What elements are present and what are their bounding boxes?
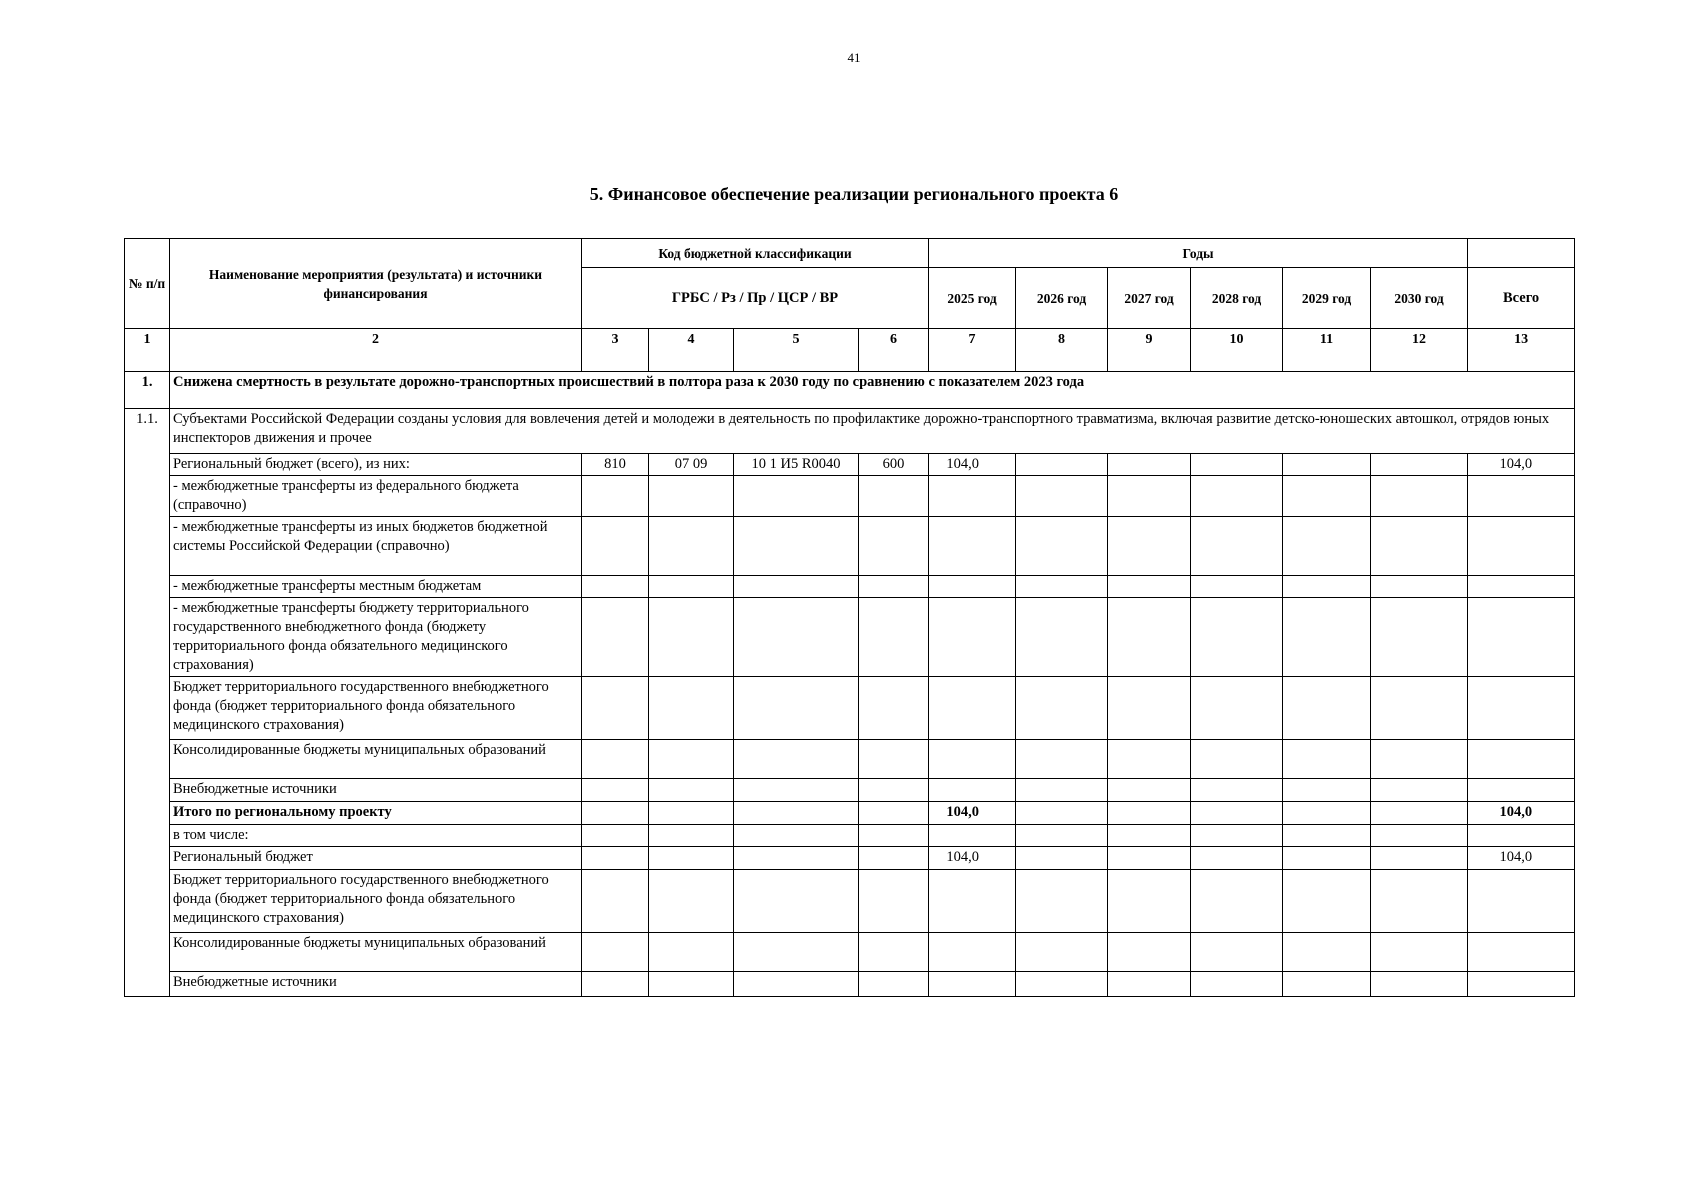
header-year-2028: 2028 год xyxy=(1191,268,1283,329)
table-row xyxy=(125,933,1575,972)
year-2028-cell xyxy=(1191,847,1283,870)
year-2028-cell xyxy=(1191,825,1283,847)
year-2028-cell xyxy=(1191,576,1283,598)
table-row xyxy=(125,598,1575,677)
csr-cell xyxy=(734,847,859,870)
year-2029-cell xyxy=(1283,576,1371,598)
year-2026-cell xyxy=(1016,802,1108,825)
year-2025-cell xyxy=(929,825,1016,847)
grbs-cell xyxy=(582,825,649,847)
year-2026-cell xyxy=(1016,972,1108,997)
col-number: 5 xyxy=(734,329,859,372)
year-2025-cell xyxy=(929,517,1016,576)
rz-pr-cell xyxy=(649,598,734,677)
year-2027-cell xyxy=(1108,517,1191,576)
year-2028-cell xyxy=(1191,972,1283,997)
year-2029-cell xyxy=(1283,847,1371,870)
year-2030-cell xyxy=(1371,825,1468,847)
col-number: 3 xyxy=(582,329,649,372)
grbs-cell xyxy=(582,847,649,870)
csr-cell xyxy=(734,576,859,598)
year-2027-cell xyxy=(1108,933,1191,972)
vr-cell xyxy=(859,517,929,576)
grbs-cell xyxy=(582,779,649,802)
year-2027-cell xyxy=(1108,847,1191,870)
row-name: - межбюджетные трансферты из федерального бюджета (справочно) xyxy=(170,476,582,517)
column-numbers-row xyxy=(125,329,1575,372)
total-cell xyxy=(1468,476,1575,517)
col-number: 7 xyxy=(929,329,1016,372)
year-2030-cell xyxy=(1371,802,1468,825)
grbs-cell xyxy=(582,576,649,598)
year-2026-cell xyxy=(1016,598,1108,677)
row-name: Региональный бюджет (всего), из них: xyxy=(170,454,582,476)
csr-cell xyxy=(734,517,859,576)
col-number: 11 xyxy=(1283,329,1371,372)
year-2025-cell xyxy=(929,677,1016,740)
vr-cell: 600 xyxy=(859,454,929,476)
vr-cell xyxy=(859,870,929,933)
year-2027-cell xyxy=(1108,779,1191,802)
table-row xyxy=(125,870,1575,933)
table-row xyxy=(125,454,1575,476)
csr-cell: 10 1 И5 R0040 xyxy=(734,454,859,476)
csr-cell xyxy=(734,870,859,933)
year-2026-cell xyxy=(1016,517,1108,576)
year-2028-cell xyxy=(1191,870,1283,933)
row-name: - межбюджетные трансферты из иных бюджетов бюджетной системы Российской Федерации (справочно) xyxy=(170,517,582,576)
rz-pr-cell xyxy=(649,677,734,740)
row-name: Бюджет территориального государственного внебюджетного фонда (бюджет территориального фонда обязательного медицинского страхования) xyxy=(170,677,582,740)
csr-cell xyxy=(734,598,859,677)
year-2025-cell xyxy=(929,933,1016,972)
vr-cell xyxy=(859,576,929,598)
year-2027-cell xyxy=(1108,825,1191,847)
year-2028-cell xyxy=(1191,598,1283,677)
header-year-2026: 2026 год xyxy=(1016,268,1108,329)
year-2030-cell xyxy=(1371,476,1468,517)
table-row xyxy=(125,802,1575,825)
year-2030-cell xyxy=(1371,870,1468,933)
total-cell xyxy=(1468,576,1575,598)
col-number: 6 xyxy=(859,329,929,372)
table-row xyxy=(125,825,1575,847)
vr-cell xyxy=(859,677,929,740)
col-number: 13 xyxy=(1468,329,1575,372)
col-number: 1 xyxy=(125,329,170,372)
csr-cell xyxy=(734,740,859,779)
year-2027-cell xyxy=(1108,677,1191,740)
total-cell xyxy=(1468,598,1575,677)
document-title: 5. Финансовое обеспечение реализации регионального проекта 6 xyxy=(589,184,1119,204)
year-2025-cell: 104,0 xyxy=(929,454,1016,476)
table-row xyxy=(125,847,1575,870)
year-2025-cell: 104,0 xyxy=(929,847,1016,870)
total-cell xyxy=(1468,779,1575,802)
grbs-cell xyxy=(582,870,649,933)
year-2029-cell xyxy=(1283,825,1371,847)
grbs-cell xyxy=(582,740,649,779)
year-2029-cell xyxy=(1283,933,1371,972)
rz-pr-cell xyxy=(649,740,734,779)
total-cell xyxy=(1468,740,1575,779)
subsection-text: Субъектами Российской Федерации созданы условия для вовлечения детей и молодежи в деятельность по профилактике дорожно-транспортного травматизма, включая развитие детско-юношеских автошкол, отрядов юных инспекторов движения и прочее xyxy=(170,409,1575,454)
year-2027-cell xyxy=(1108,576,1191,598)
csr-cell xyxy=(734,972,859,997)
rz-pr-cell xyxy=(649,847,734,870)
year-2028-cell xyxy=(1191,677,1283,740)
year-2026-cell xyxy=(1016,779,1108,802)
header-years: Годы xyxy=(929,239,1468,268)
year-2029-cell xyxy=(1283,870,1371,933)
grbs-cell xyxy=(582,476,649,517)
table-row xyxy=(125,972,1575,997)
col-number: 4 xyxy=(649,329,734,372)
year-2026-cell xyxy=(1016,740,1108,779)
year-2028-cell xyxy=(1191,517,1283,576)
subsection-row xyxy=(125,409,1575,454)
year-2026-cell xyxy=(1016,476,1108,517)
header-year-2029: 2029 год xyxy=(1283,268,1371,329)
header-kbk: Код бюджетной классификации xyxy=(582,239,929,268)
grbs-cell xyxy=(582,517,649,576)
year-2026-cell xyxy=(1016,825,1108,847)
total-cell: 104,0 xyxy=(1468,454,1575,476)
header-year-2025: 2025 год xyxy=(929,268,1016,329)
year-2029-cell xyxy=(1283,517,1371,576)
rz-pr-cell xyxy=(649,576,734,598)
total-cell: 104,0 xyxy=(1468,802,1575,825)
year-2030-cell xyxy=(1371,972,1468,997)
header-year-2030: 2030 год xyxy=(1371,268,1468,329)
grbs-cell xyxy=(582,802,649,825)
year-2028-cell xyxy=(1191,802,1283,825)
year-2028-cell xyxy=(1191,779,1283,802)
year-2028-cell xyxy=(1191,454,1283,476)
year-2030-cell xyxy=(1371,454,1468,476)
section-text: Снижена смертность в результате дорожно-транспортных происшествий в полтора раза к 2030 году по сравнению с показателем 2023 года xyxy=(170,372,1575,409)
rz-pr-cell: 07 09 xyxy=(649,454,734,476)
year-2030-cell xyxy=(1371,517,1468,576)
year-2025-cell xyxy=(929,870,1016,933)
grbs-cell: 810 xyxy=(582,454,649,476)
year-2026-cell xyxy=(1016,677,1108,740)
year-2025-cell xyxy=(929,576,1016,598)
rz-pr-cell xyxy=(649,825,734,847)
year-2029-cell xyxy=(1283,454,1371,476)
year-2025-cell xyxy=(929,476,1016,517)
table-row xyxy=(125,677,1575,740)
year-2027-cell xyxy=(1108,598,1191,677)
year-2025-cell xyxy=(929,779,1016,802)
year-2029-cell xyxy=(1283,598,1371,677)
grbs-cell xyxy=(582,933,649,972)
vr-cell xyxy=(859,825,929,847)
rz-pr-cell xyxy=(649,933,734,972)
header-total-blank xyxy=(1468,239,1575,268)
csr-cell xyxy=(734,677,859,740)
year-2027-cell xyxy=(1108,476,1191,517)
col-number: 12 xyxy=(1371,329,1468,372)
year-2030-cell xyxy=(1371,576,1468,598)
vr-cell xyxy=(859,847,929,870)
vr-cell xyxy=(859,740,929,779)
col-number: 9 xyxy=(1108,329,1191,372)
year-2026-cell xyxy=(1016,454,1108,476)
col-number: 8 xyxy=(1016,329,1108,372)
year-2027-cell xyxy=(1108,972,1191,997)
header-total: Всего xyxy=(1468,268,1575,329)
csr-cell xyxy=(734,825,859,847)
header-num: № п/п xyxy=(125,239,170,329)
year-2029-cell xyxy=(1283,779,1371,802)
csr-cell xyxy=(734,933,859,972)
year-2026-cell xyxy=(1016,576,1108,598)
grbs-cell xyxy=(582,677,649,740)
year-2030-cell xyxy=(1371,847,1468,870)
vr-cell xyxy=(859,972,929,997)
total-cell: 104,0 xyxy=(1468,847,1575,870)
grbs-cell xyxy=(582,972,649,997)
year-2028-cell xyxy=(1191,476,1283,517)
row-name: в том числе: xyxy=(170,825,582,847)
year-2029-cell xyxy=(1283,476,1371,517)
year-2025-cell xyxy=(929,598,1016,677)
rz-pr-cell xyxy=(649,972,734,997)
rz-pr-cell xyxy=(649,517,734,576)
table-row xyxy=(125,517,1575,576)
year-2026-cell xyxy=(1016,870,1108,933)
year-2030-cell xyxy=(1371,933,1468,972)
section-num: 1. xyxy=(125,372,170,409)
subsection-num: 1.1. xyxy=(125,409,170,997)
year-2025-cell xyxy=(929,972,1016,997)
rz-pr-cell xyxy=(649,476,734,517)
csr-cell xyxy=(734,476,859,517)
csr-cell xyxy=(734,779,859,802)
year-2027-cell xyxy=(1108,454,1191,476)
table-row xyxy=(125,576,1575,598)
row-name: Региональный бюджет xyxy=(170,847,582,870)
year-2030-cell xyxy=(1371,740,1468,779)
grbs-cell xyxy=(582,598,649,677)
row-name: Внебюджетные источники xyxy=(170,779,582,802)
financing-table xyxy=(124,238,1575,997)
table-row xyxy=(125,779,1575,802)
header-row-1 xyxy=(125,239,1575,268)
header-year-2027: 2027 год xyxy=(1108,268,1191,329)
total-cell xyxy=(1468,870,1575,933)
col-number: 10 xyxy=(1191,329,1283,372)
row-name: Консолидированные бюджеты муниципальных образований xyxy=(170,740,582,779)
year-2028-cell xyxy=(1191,740,1283,779)
row-name: - межбюджетные трансферты бюджету территориального государственного внебюджетного фонда (бюджету территориального фонда обязательного медицинского страхования) xyxy=(170,598,582,677)
rz-pr-cell xyxy=(649,779,734,802)
total-cell xyxy=(1468,825,1575,847)
section-row xyxy=(125,372,1575,409)
total-cell xyxy=(1468,933,1575,972)
year-2029-cell xyxy=(1283,802,1371,825)
total-cell xyxy=(1468,517,1575,576)
table-row xyxy=(125,740,1575,779)
vr-cell xyxy=(859,598,929,677)
row-name: Итого по региональному проекту xyxy=(170,802,582,825)
vr-cell xyxy=(859,779,929,802)
year-2030-cell xyxy=(1371,677,1468,740)
total-cell xyxy=(1468,677,1575,740)
page-number: 41 xyxy=(847,50,861,65)
total-cell xyxy=(1468,972,1575,997)
csr-cell xyxy=(734,802,859,825)
year-2025-cell: 104,0 xyxy=(929,802,1016,825)
row-name: Консолидированные бюджеты муниципальных образований xyxy=(170,933,582,972)
table-row xyxy=(125,476,1575,517)
year-2030-cell xyxy=(1371,779,1468,802)
year-2026-cell xyxy=(1016,933,1108,972)
year-2028-cell xyxy=(1191,933,1283,972)
row-name: Бюджет территориального государственного внебюджетного фонда (бюджет территориального фонда обязательного медицинского страхования) xyxy=(170,870,582,933)
year-2027-cell xyxy=(1108,802,1191,825)
vr-cell xyxy=(859,476,929,517)
rz-pr-cell xyxy=(649,870,734,933)
row-name: Внебюджетные источники xyxy=(170,972,582,997)
year-2026-cell xyxy=(1016,847,1108,870)
year-2027-cell xyxy=(1108,870,1191,933)
row-name: - межбюджетные трансферты местным бюджетам xyxy=(170,576,582,598)
header-name: Наименование мероприятия (результата) и источники финансирования xyxy=(170,239,582,329)
year-2025-cell xyxy=(929,740,1016,779)
header-kbk-sub: ГРБС / Рз / Пр / ЦСР / ВР xyxy=(582,268,929,329)
year-2029-cell xyxy=(1283,740,1371,779)
year-2029-cell xyxy=(1283,677,1371,740)
year-2029-cell xyxy=(1283,972,1371,997)
year-2030-cell xyxy=(1371,598,1468,677)
year-2027-cell xyxy=(1108,740,1191,779)
col-number: 2 xyxy=(170,329,582,372)
rz-pr-cell xyxy=(649,802,734,825)
vr-cell xyxy=(859,802,929,825)
vr-cell xyxy=(859,933,929,972)
